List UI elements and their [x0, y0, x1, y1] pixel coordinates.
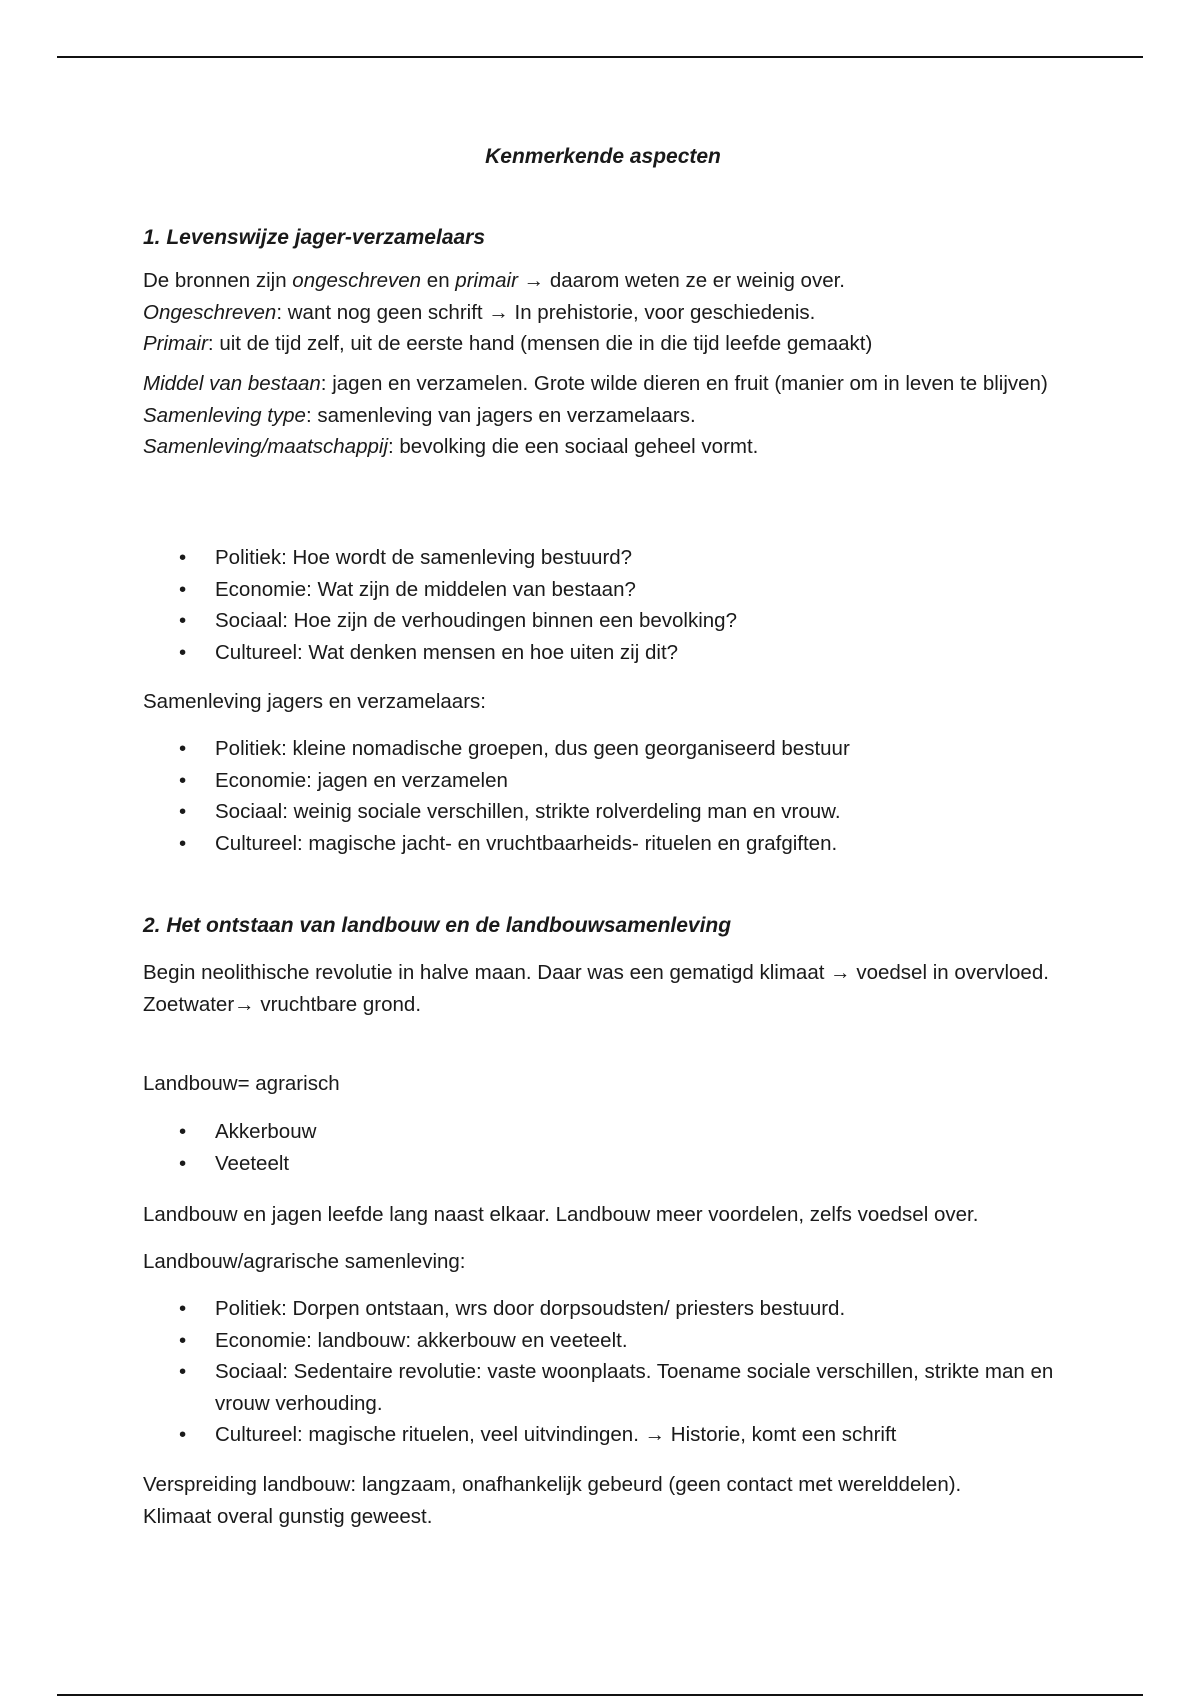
list-item: • Cultureel: Wat denken mensen en hoe uiten zij dit? [179, 640, 679, 664]
footer-rule [57, 1694, 1143, 1696]
section-2-landbouw-jagen: Landbouw en jagen leefde lang naast elkaar. Landbouw meer voordelen, zelfs voedsel over. [143, 1203, 979, 1226]
climate-line: Klimaat overal gunstig geweest. [143, 1504, 433, 1528]
list-item: • Economie: jagen en verzamelen [179, 768, 508, 792]
sources-line: De bronnen zijn ongeschreven en primair → daarom weten ze er weinig over. [143, 269, 845, 292]
arrow-right-icon: → [488, 300, 509, 324]
list-item: • Akkerbouw [179, 1120, 317, 1143]
list-item: • Economie: Wat zijn de middelen van bestaan? [179, 577, 636, 601]
section-1-hunters-list [143, 733, 1063, 859]
section-2-agrarian-list [143, 1293, 1063, 1451]
section-2-farming-types-list [143, 1116, 1063, 1179]
list-item: • Veeteelt [179, 1151, 290, 1175]
section-2-spread-paragraph [143, 1469, 1063, 1532]
spread-line: Verspreiding landbouw: langzaam, onafhankelijk gebeurd (geen contact met werelddelen). [143, 1473, 962, 1496]
neolithic-line: Begin neolithische revolutie in halve maan. Daar was een gematigd klimaat → voedsel in overvloed. [143, 961, 1049, 984]
arrow-right-icon: → [234, 992, 255, 1016]
section-2-list2-intro: Landbouw/agrarische samenleving: [143, 1250, 466, 1273]
section-2-landbouw-def: Landbouw= agrarisch [143, 1072, 340, 1095]
header-rule [57, 56, 1143, 58]
primair-line: Primair: uit de tijd zelf, uit de eerste hand (mensen die in die tijd leefde gemaakt) [143, 332, 873, 355]
samenleving-type-line: Samenleving type: samenleving van jagers en verzamelaars. [143, 403, 696, 427]
arrow-right-icon: → [523, 269, 545, 292]
section-1-aspects-list [143, 542, 1063, 668]
list-item: • Politiek: Dorpen ontstaan, wrs door dorpsoudsten/ priesters bestuurd. [179, 1297, 846, 1320]
page-title: Kenmerkende aspecten [485, 145, 721, 168]
list-item: • Sociaal: Hoe zijn de verhoudingen binnen een bevolking? [179, 609, 737, 632]
middel-line: Middel van bestaan: jagen en verzamelen. Grote wilde dieren en fruit (manier om in leven te blijven) [143, 372, 1048, 395]
arrow-right-icon: → [644, 1423, 666, 1446]
section-2-intro-paragraph [143, 957, 1063, 1020]
ongeschreven-line: Ongeschreven: want nog geen schrift → In prehistorie, voor geschiedenis. [143, 300, 816, 324]
maatschappij-line: Samenleving/maatschappij: bevolking die een sociaal geheel vormt. [143, 435, 759, 458]
arrow-right-icon: → [830, 961, 851, 984]
list-item: • Cultureel: magische rituelen, veel uitvindingen. → Historie, komt een schrift [179, 1423, 897, 1446]
list-item: • Cultureel: magische jacht- en vruchtbaarheids- rituelen en grafgiften. [179, 831, 838, 855]
section-1-list2-intro: Samenleving jagers en verzamelaars: [143, 690, 486, 713]
list-item: • Sociaal: weinig sociale verschillen, strikte rolverdeling man en vrouw. [179, 800, 841, 823]
list-item: • Politiek: kleine nomadische groepen, dus geen georganiseerd bestuur [179, 737, 850, 760]
section-1-heading: 1. Levenswijze jager-verzamelaars [143, 226, 486, 249]
list-item: • Politiek: Hoe wordt de samenleving bestuurd? [179, 546, 633, 569]
section-2-heading: 2. Het ontstaan van landbouw en de landbouwsamenleving [143, 914, 732, 937]
section-1-society-paragraph [143, 368, 1063, 463]
zoetwater-line: Zoetwater→ vruchtbare grond. [143, 992, 422, 1016]
list-item: • Economie: landbouw: akkerbouw en veeteelt. [179, 1328, 628, 1352]
list-item: • Sociaal: Sedentaire revolutie: vaste woonplaats. Toename sociale verschillen, strikte man en vrouw verhouding. [179, 1360, 1054, 1415]
section-1-sources-paragraph [143, 265, 1063, 360]
